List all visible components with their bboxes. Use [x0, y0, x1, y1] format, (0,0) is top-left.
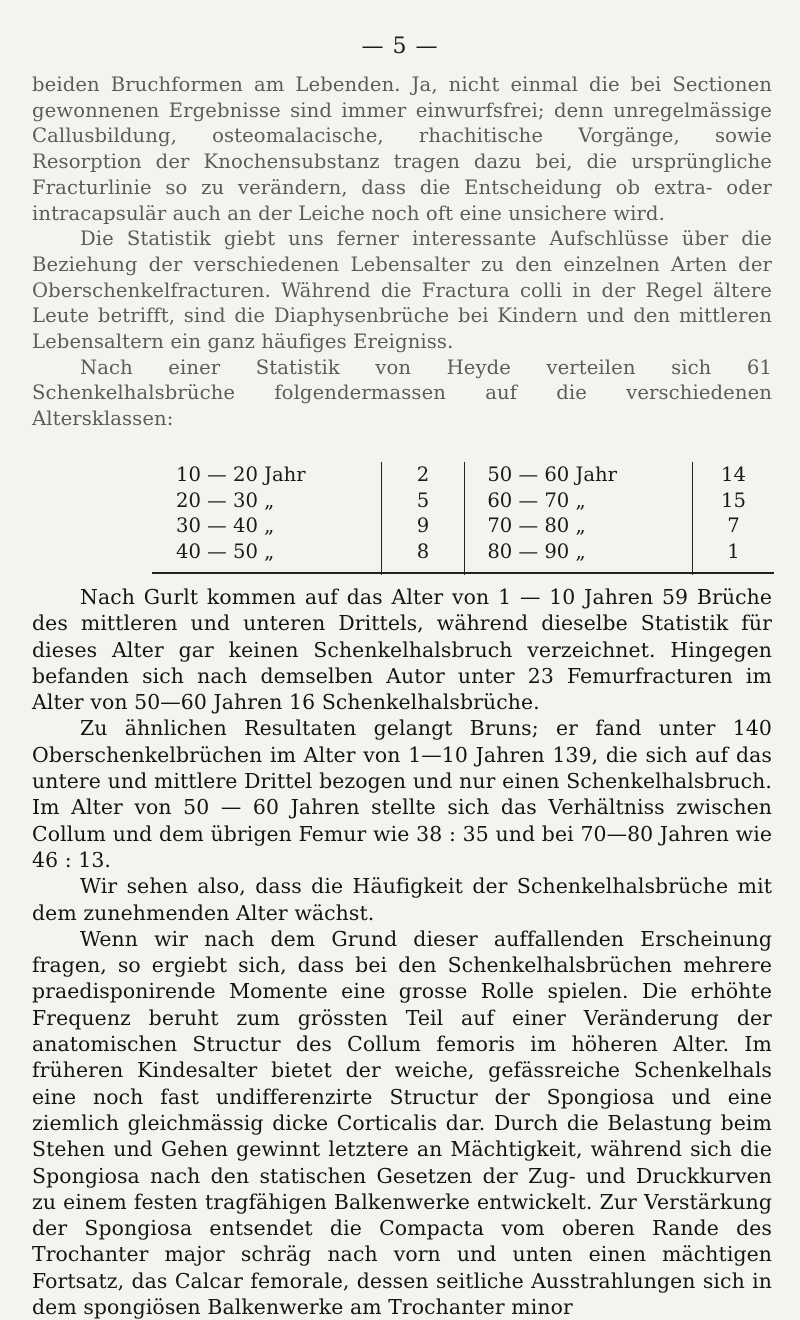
fracture-count-cell: 2 — [381, 462, 465, 488]
age-range-cell: 10 — 20 Jahr — [176, 463, 306, 486]
age-range-cell: 70 — 80 „ — [487, 514, 586, 538]
paragraph-section-findings: beiden Bruchformen am Lebenden. Ja, nicht einmal die bei Sectionen gewonnenen Ergebnisse sind immer einwurfsfrei; denn unregelmässige Callusbildung, osteomalacische, rhachitische Vorgänge, sowie Resorption der Knochensubstanz tragen dazu bei, die ursprüngliche Fracturlinie so zu verändern, dass die Entscheidung ob extra- oder intracapsulär auch an der Leiche noch oft eine unsichere wird. — [32, 73, 772, 225]
table-bottom-rule — [152, 572, 774, 574]
paragraph-heyde-statistics: Nach einer Statistik von Heyde verteilen sich 61 Schenkelhalsbrüche folgendermassen auf die verschiedenen Altersklassen: — [32, 355, 772, 431]
table-row — [152, 462, 774, 488]
paragraph-statistics-intro: Die Statistik giebt uns ferner interessante Aufschlüsse über die Beziehung der verschiedenen Lebensalter zu den einzelnen Arten der Oberschenkelfracturen. Während die Fractura colli in der Regel ältere Leute betrifft, sind die Diaphysenbrüche bei Kindern und den mittleren Lebensaltern ein ganz häufiges Ereigniss. — [32, 227, 772, 354]
age-distribution-table — [152, 462, 774, 575]
table-row — [152, 488, 774, 514]
fracture-count-cell: 1 — [692, 539, 774, 575]
paragraph-bruns-statistics: Zu ähnlichen Resultaten gelangt Bruns; er fand unter 140 Oberschenkelbrüchen im Alter von 1—10 Jahren 139, die sich auf das untere und mittlere Drittel bezogen und nur einen Schenkelhalsbruch. Im Alter von 50 — 60 Jahren stellte sich das Verhältniss zwischen Collum und dem übrigen Femur wie 38 : 35 und bei 70—80 Jahren wie 46 : 13. — [32, 716, 772, 872]
paragraph-age-conclusion: Wir sehen also, dass die Häufigkeit der Schenkelhalsbrüche mit dem zunehmenden Alter wächst. — [32, 874, 772, 925]
age-range-cell: 60 — 70 „ — [487, 488, 586, 512]
upper-text-block — [32, 72, 772, 432]
paragraph-anatomical-cause: Wenn wir nach dem Grund dieser auffallenden Erscheinung fragen, so ergiebt sich, dass bei den Schenkelhalsbrüchen mehrere praedisponirende Momente eine grosse Rolle spielen. Die erhöhte Frequenz beruht zum grössten Teil auf einer Veränderung der anatomischen Structur des Collum femoris im höheren Alter. Im früheren Kindesalter bietet der weiche, gefässreiche Schenkelhals eine noch fast undifferenzirte Structur der Spongiosa und eine ziemlich gleichmässig dicke Corticalis dar. Durch die Belastung beim Stehen und Gehen gewinnt letztere an Mächtigkeit, während sich die Spongiosa nach den statischen Gesetzen der Zug- und Druckkurven zu einem festen tragfähigen Balkenwerke entwickelt. Zur Verstärkung der Spongiosa entsendet die Compacta vom oberen Rande des Trochanter major schräg nach vorn und unten einen mächtigen Fortsatz, das Calcar femorale, dessen seitliche Ausstrahlungen sich in dem spongiösen Balkenwerke am Trochanter minor — [32, 926, 772, 1320]
fracture-count-cell: 5 — [381, 488, 465, 514]
page-number: — 5 — — [361, 34, 439, 59]
table-row — [152, 539, 774, 575]
table-row — [152, 513, 774, 539]
fracture-count-cell: 15 — [692, 488, 774, 514]
fracture-count-cell: 9 — [381, 513, 465, 539]
age-range-cell: 20 — 30 „ — [176, 488, 275, 512]
fracture-count-cell: 14 — [692, 462, 774, 488]
paragraph-gurlt-statistics: Nach Gurlt kommen auf das Alter von 1 — 10 Jahren 59 Brüche des mittleren und unteren Drittels, während dieselbe Statistik für dieses Alter gar keinen Schenkelhalsbruch verzeichnet. Hingegen befanden sich nach demselben Autor unter 23 Femurfracturen im Alter von 50—60 Jahren 16 Schenkelhalsbrüche. — [32, 585, 772, 715]
age-range-cell: 40 — 50 „ — [176, 540, 275, 564]
lower-text-block — [32, 584, 772, 1320]
age-range-cell: 80 — 90 „ — [487, 540, 586, 564]
age-range-cell: 30 — 40 „ — [176, 514, 275, 538]
age-range-cell: 50 — 60 Jahr — [487, 463, 618, 486]
fracture-count-cell: 7 — [692, 513, 774, 539]
fracture-count-cell: 8 — [381, 539, 465, 575]
